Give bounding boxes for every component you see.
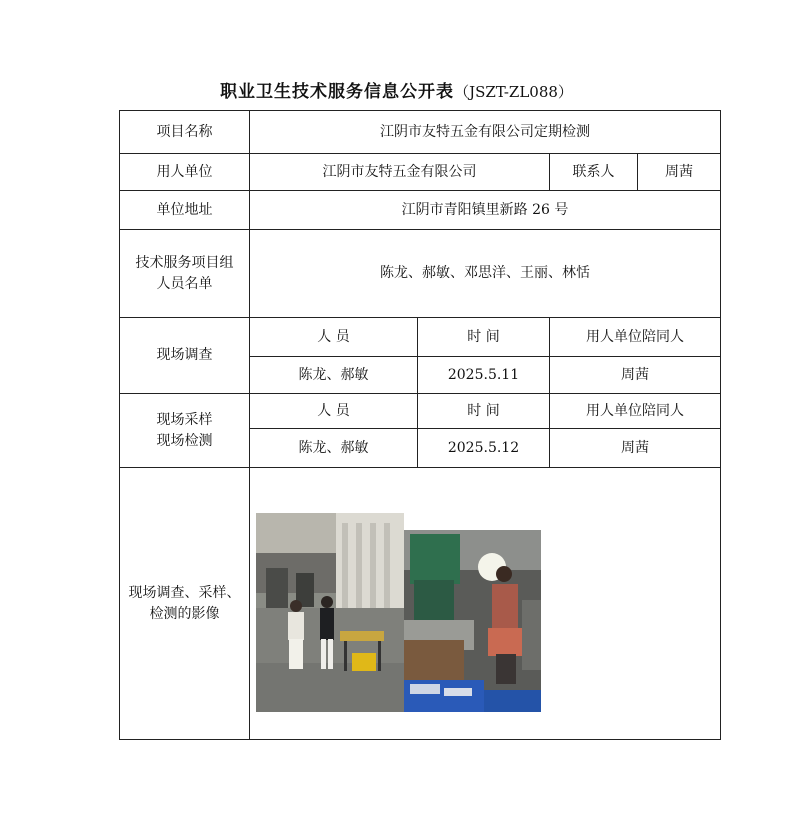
survey-escort: 周茜: [550, 357, 721, 394]
project-name-label: 项目名称: [120, 111, 250, 154]
survey-label: 现场调查: [120, 318, 250, 394]
team-label: 技术服务项目组人员名单: [120, 230, 250, 318]
images-cell: [250, 468, 721, 740]
row-employer: [120, 154, 721, 191]
row-address: [120, 191, 721, 230]
row-sampling-header: [120, 394, 721, 429]
row-survey-header: [120, 318, 721, 357]
survey-col-escort: 用人单位陪同人: [550, 318, 721, 357]
sampling-col-escort: 用人单位陪同人: [550, 394, 721, 429]
site-photo-warehouse: [256, 513, 404, 712]
sampling-staff: 陈龙、郝敏: [250, 429, 418, 468]
row-images: [120, 468, 721, 740]
contact-value: 周茜: [638, 154, 721, 191]
contact-label: 联系人: [550, 154, 638, 191]
sampling-date: 2025.5.12: [418, 429, 550, 468]
employer-label: 用人单位: [120, 154, 250, 191]
title-main: 职业卫生技术服务信息公开表: [220, 82, 455, 102]
survey-col-staff: 人 员: [250, 318, 418, 357]
survey-col-time: 时 间: [418, 318, 550, 357]
site-photo-workshop: [404, 530, 541, 712]
images-label: 现场调查、采样、检测的影像: [120, 468, 250, 740]
sampling-col-staff: 人 员: [250, 394, 418, 429]
sampling-col-time: 时 间: [418, 394, 550, 429]
survey-date: 2025.5.11: [418, 357, 550, 394]
sampling-label: 现场采样现场检测: [120, 394, 250, 468]
title-code: （JSZT-ZL088）: [454, 83, 573, 101]
address-label: 单位地址: [120, 191, 250, 230]
sampling-escort: 周茜: [550, 429, 721, 468]
survey-staff: 陈龙、郝敏: [250, 357, 418, 394]
project-name-value: 江阴市友特五金有限公司定期检测: [250, 111, 721, 154]
row-team: [120, 230, 721, 318]
photo-area: [250, 468, 720, 738]
info-table: [119, 110, 721, 740]
page-title: [0, 77, 793, 102]
team-value: 陈龙、郝敏、邓思洋、王丽、林恬: [250, 230, 721, 318]
employer-value: 江阴市友特五金有限公司: [250, 154, 550, 191]
row-project-name: [120, 111, 721, 154]
address-value: 江阴市青阳镇里新路 26 号: [250, 191, 721, 230]
